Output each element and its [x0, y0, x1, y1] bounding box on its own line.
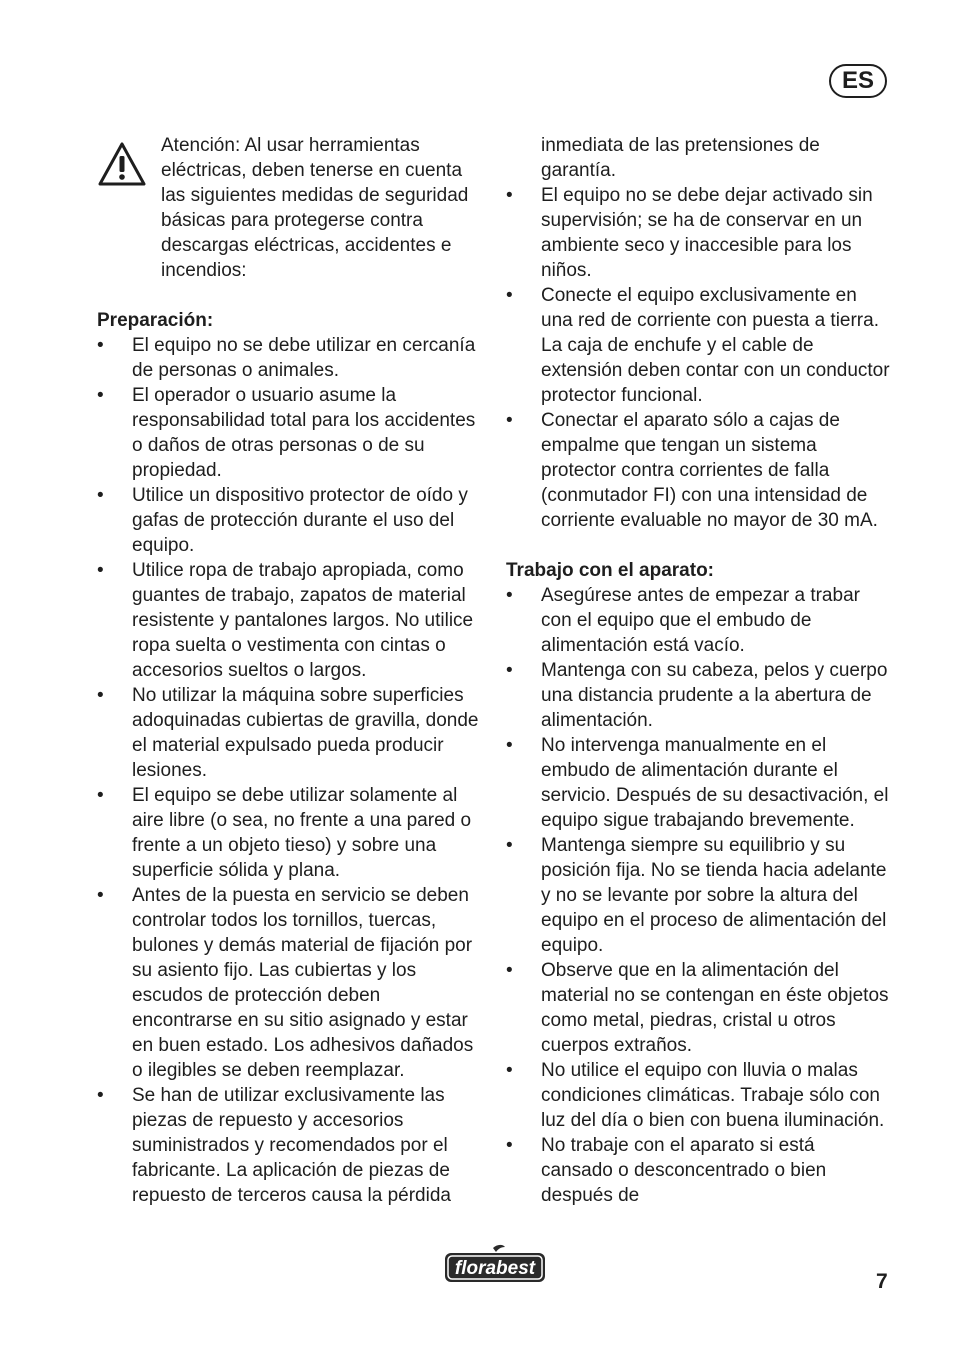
left-column [97, 133, 481, 1208]
list-item: • No utilizar la máquina sobre superficies adoquinadas cubiertas de gravilla, donde el material expulsado pueda producir lesiones. [97, 685, 479, 781]
list-item: • Mantenga con su cabeza, pelos y cuerpo una distancia prudente a la abertura de alimentación. [506, 660, 888, 731]
list-item: • Utilice ropa de trabajo apropiada, como guantes de trabajo, zapatos de material resistente y pantalones largos. No utilice ropa suelta o vestimenta con cintas o accesorios sueltos o largos. [97, 560, 474, 681]
list-item: • Observe que en la alimentación del material no se contengan en éste objetos como metal, piedras, cristal u otros cuerpos extraños. [506, 960, 889, 1056]
list-item: • El equipo no se debe utilizar en cercanía de personas o animales. [97, 335, 476, 381]
list-item: • Mantenga siempre su equilibrio y su posición fija. No se tienda hacia adelante y no se levante por sobre la altura del equipo en el proceso de alimentación del equipo. [506, 835, 887, 956]
warning-text: Atención: Al usar herramientas eléctricas, deben tenerse en cuenta las siguientes medidas de seguridad básicas para protegerse contra descargas eléctricas, accidentes e incendios: [161, 135, 469, 281]
continuation-text: inmediata de las pretensiones de garantía. [541, 135, 820, 181]
list-item: • No utilice el equipo con lluvia o malas condiciones climáticas. Trabaje sólo con luz del día o bien con buena iluminación. [506, 1060, 885, 1131]
list-item: • No trabaje con el aparato si está cansado o desconcentrado o bien después de [506, 1135, 827, 1206]
list-item: • Utilice un dispositivo protector de oído y gafas de protección durante el uso del equipo. [97, 485, 468, 556]
list-item: • Asegúrese antes de empezar a trabar con el equipo que el embudo de alimentación está vacío. [506, 585, 860, 656]
work-list [506, 583, 890, 1208]
right-column [506, 133, 890, 1208]
work-heading: Trabajo con el aparato: [506, 560, 714, 581]
preparation-heading: Preparación: [97, 310, 214, 331]
warning-triangle-icon [97, 133, 161, 283]
florabest-logo [443, 1244, 547, 1289]
language-badge: ES [829, 64, 887, 98]
list-item: • No intervenga manualmente en el embudo de alimentación durante el servicio. Después de su desactivación, el equipo sigue trabajando brevemente. [506, 735, 889, 831]
list-item: • El equipo se debe utilizar solamente al aire libre (o sea, no frente a una pared o frente a un objeto tieso) y sobre una superficie sólida y plana. [97, 785, 472, 881]
preparation-list-continued [506, 183, 890, 533]
warning-block [97, 133, 481, 283]
list-item: • Antes de la puesta en servicio se deben controlar todos los tornillos, tuercas, bulones y demás material de fijación por su asiento fijo. Las cubiertas y los escudos de protección deben encontrarse en su sitio asignado y estar en buen estado. Los adhesivos dañados o ilegibles se deben reemplazar. [97, 885, 474, 1081]
list-item: • Conectar el aparato sólo a cajas de empalme que tengan un sistema protector contra corrientes de falla (conmutador FI) con una intensidad de corriente evaluable no mayor de 30 mA. [506, 410, 878, 531]
page-number: 7 [876, 1270, 888, 1293]
list-item: • El operador o usuario asume la responsabilidad total para los accidentes o daños de otras personas o de su propiedad. [97, 385, 476, 481]
list-item: • Conecte el equipo exclusivamente en una red de corriente con puesta a tierra. La caja de enchufe y el cable de extensión deben contar con un conductor protector funcional. [506, 285, 890, 406]
svg-text:florabest: florabest [454, 1258, 536, 1279]
list-item: • El equipo no se debe dejar activado sin supervisión; se ha de conservar en un ambiente seco y inaccesible para los niños. [506, 185, 873, 281]
list-item: • Se han de utilizar exclusivamente las piezas de repuesto y accesorios suministrados y recomendados por el fabricante. La aplicación de piezas de repuesto de terceros causa la pérdida [97, 1085, 451, 1206]
preparation-list [97, 333, 481, 1208]
